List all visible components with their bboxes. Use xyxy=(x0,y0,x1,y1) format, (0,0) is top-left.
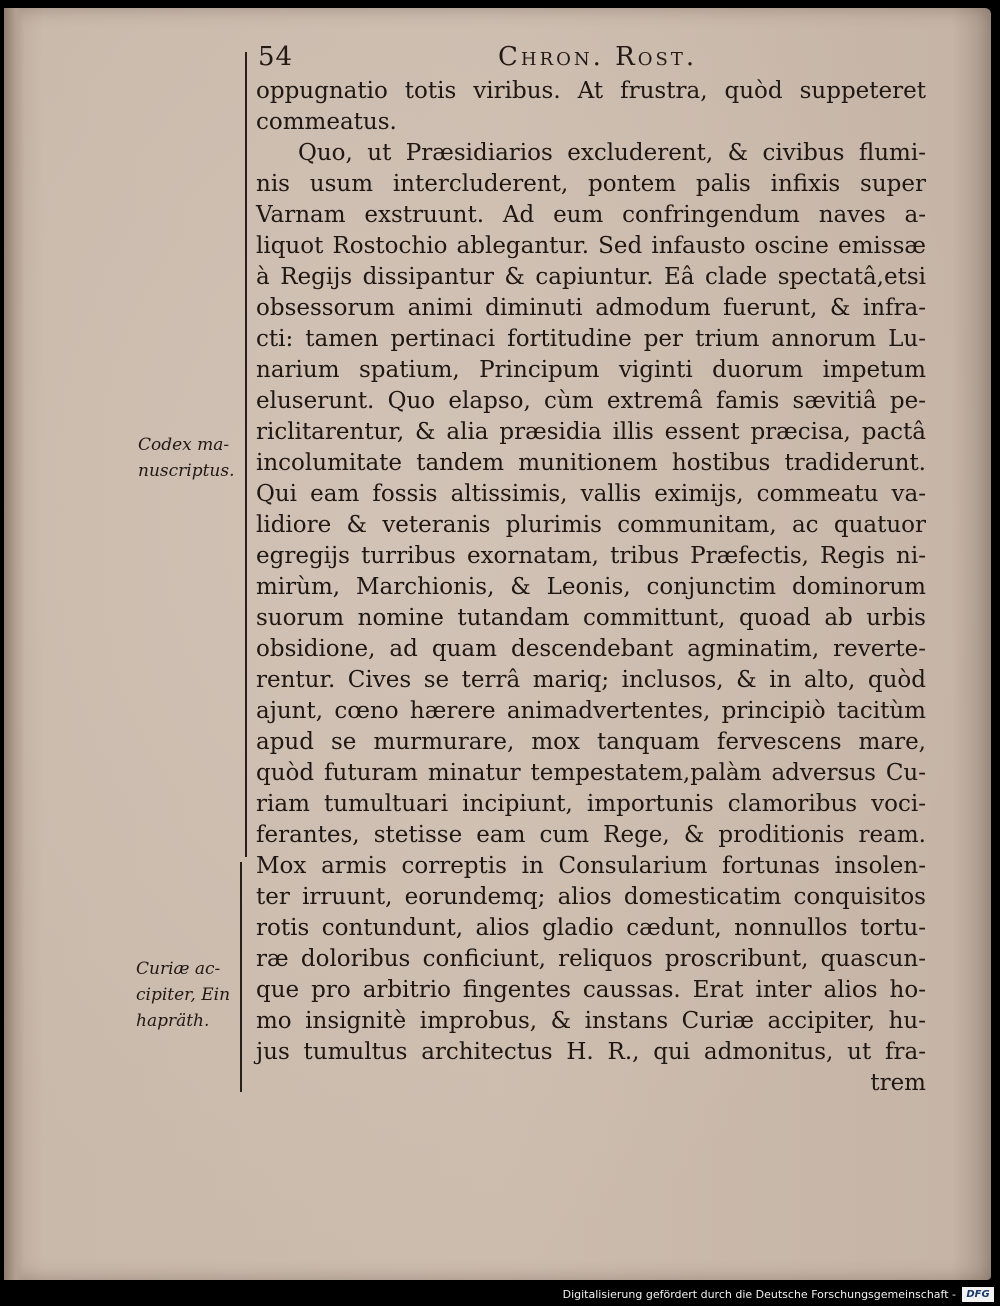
text-line: suorum nomine tutandam committunt, quoad ab urbis xyxy=(256,605,926,631)
text-line: Quo, ut Præsidiarios excluderent, & civibus flumi- xyxy=(298,140,926,166)
catchword: trem xyxy=(870,1070,926,1096)
footer-bar xyxy=(0,1284,1000,1306)
body-text xyxy=(256,76,926,1099)
text-line: egregijs turribus exornatam, tribus Præfectis, Regis ni- xyxy=(256,543,926,569)
text-line: eluserunt. Quo elapso, cùm extremâ famis sævitiâ pe- xyxy=(256,388,926,414)
margin-rule-top xyxy=(245,52,247,857)
margin-note-curiae xyxy=(136,956,230,1034)
text-line: ter irruunt, eorundemq; alios domesticatim conquisitos xyxy=(256,884,926,910)
text-line: riam tumultuari incipiunt, importunis clamoribus voci- xyxy=(256,791,926,817)
text-line: commeatus. xyxy=(256,109,397,135)
text-line: narium spatium, Principum viginti duorum impetum xyxy=(256,357,926,383)
page-edge xyxy=(4,8,24,1280)
text-line: ajunt, cœno hærere animadvertentes, principiò tacitùm xyxy=(256,698,926,724)
dfg-logo: DFG xyxy=(962,1287,994,1302)
text-line: obsidione, ad quam descendebant agminatim, reverte- xyxy=(256,636,926,662)
text-line: cti: tamen pertinaci fortitudine per trium annorum Lu- xyxy=(256,326,926,352)
text-line: nis usum intercluderent, pontem palis infixis super xyxy=(256,171,926,197)
running-title: Chron. Rost. xyxy=(498,42,698,72)
margin-note-line: cipiter, Ein xyxy=(136,985,231,1005)
text-line: que pro arbitrio fingentes caussas. Erat inter alios ho- xyxy=(256,977,926,1003)
margin-rule-bottom xyxy=(240,862,242,1092)
text-line: à Regijs dissipantur & capiuntur. Eâ clade spectatâ,etsi xyxy=(256,264,926,290)
text-line: ferantes, stetisse eam cum Rege, & proditionis ream. xyxy=(256,822,926,848)
text-line: jus tumultus architectus H. R., qui admonitus, ut fra- xyxy=(256,1039,926,1065)
text-line: rotis contundunt, alios gladio cædunt, nonnullos tortu- xyxy=(256,915,926,941)
text-line: riclitarentur, & alia præsidia illis essent præcisa, pactâ xyxy=(256,419,926,445)
text-line: lidiore & veteranis plurimis communitam, ac quatuor xyxy=(256,512,926,538)
text-line: quòd futuram minatur tempestatem,palàm adversus Cu- xyxy=(256,760,926,786)
running-head xyxy=(258,42,938,80)
margin-note-line: Codex ma- xyxy=(138,435,230,455)
text-line: apud se murmurare, mox tanquam fervescens mare, xyxy=(256,729,926,755)
text-line: ræ doloribus conficiunt, reliquos proscribunt, quascun- xyxy=(256,946,926,972)
margin-note-line: nuscriptus. xyxy=(138,461,235,481)
text-line: obsessorum animi diminuti admodum fuerunt, & infra- xyxy=(256,295,926,321)
text-line: Mox armis correptis in Consularium fortunas insolen- xyxy=(256,853,926,879)
text-line: mo insignitè improbus, & instans Curiæ accipiter, hu- xyxy=(256,1008,926,1034)
digitization-credit: Digitalisierung gefördert durch die Deutsche Forschungsgemeinschaft - xyxy=(562,1288,956,1301)
text-line: Qui eam fossis altissimis, vallis eximijs, commeatu va- xyxy=(256,481,926,507)
text-line: incolumitate tandem munitionem hostibus tradiderunt. xyxy=(256,450,926,476)
margin-note-codex xyxy=(138,432,235,484)
page-number: 54 xyxy=(258,42,294,72)
margin-note-line: Curiæ ac- xyxy=(136,959,221,979)
text-line: mirùm, Marchionis, & Leonis, conjunctim dominorum xyxy=(256,574,926,600)
text-line: oppugnatio totis viribus. At frustra, quòd suppeteret xyxy=(256,78,926,104)
text-line: liquot Rostochio ablegantur. Sed infausto oscine emissæ xyxy=(256,233,926,259)
text-line: rentur. Cives se terrâ mariq; inclusos, & in alto, quòd xyxy=(256,667,926,693)
text-line: Varnam exstruunt. Ad eum confringendum naves a- xyxy=(256,202,926,228)
margin-note-line: hapräth. xyxy=(136,1011,210,1031)
